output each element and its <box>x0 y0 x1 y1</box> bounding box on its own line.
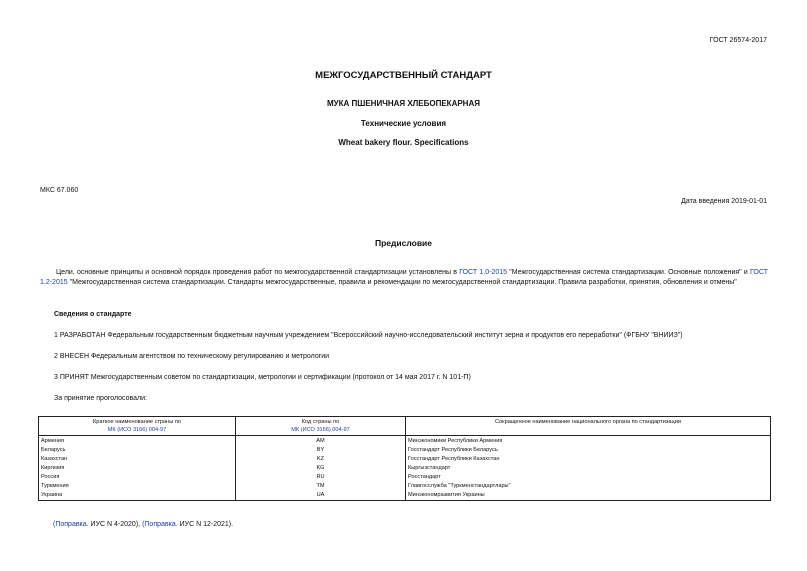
code-cell: UA <box>236 491 406 501</box>
intro-date: Дата введения 2019-01-01 <box>681 198 767 205</box>
country-cell: Россия <box>39 473 236 482</box>
code-cell: AM <box>236 436 406 447</box>
country-cell: Туркмения <box>39 482 236 491</box>
standard-name-en: Wheat bakery flour. Specifications <box>338 138 469 147</box>
body-cell: Минэкономики Республики Армения <box>406 436 771 447</box>
gost-1-2-link[interactable]: ГОСТ 1.2-2015 <box>40 269 768 286</box>
country-cell: Беларусь <box>39 446 236 455</box>
country-cell: Армения <box>39 436 236 447</box>
amendment-link-2021[interactable]: (Поправка. <box>142 521 178 528</box>
standard-subtitle-ru: Технические условия <box>360 119 447 128</box>
table-header-row <box>39 417 771 436</box>
intro-text-3: "Межгосударственная система стандартизации. Стандарты межгосударственные, правила и рекомендации по межгосударственной стандартизации. Правила разработки, принятия, обновления и отмены" <box>67 278 737 286</box>
amendment-link-2020[interactable]: (Поправка. <box>53 521 89 528</box>
amendments-line <box>53 521 233 528</box>
submitted-by-item: 2 ВНЕСЕН Федеральным агентством по техническому регулированию и метрологии <box>54 353 330 360</box>
mks-code: МКС 67.060 <box>40 187 79 194</box>
intro-text-2: "Межгосударственная система стандартизации. Основные положения" и <box>507 269 751 276</box>
body-cell: Кыргызстандарт <box>406 464 771 473</box>
country-cell: Украина <box>39 491 236 501</box>
code-cell: KZ <box>236 455 406 464</box>
table-row <box>39 455 771 464</box>
table-row <box>39 482 771 491</box>
document-number: ГОСТ 26574-2017 <box>709 37 767 44</box>
code-cell: TM <box>236 482 406 491</box>
amendment-text-2021: ИУС N 12-2021). <box>177 521 234 528</box>
body-cell: Минэкономразвития Украины <box>406 491 771 501</box>
voting-countries-table <box>38 416 771 501</box>
table-row <box>39 464 771 473</box>
column-header-country <box>39 417 236 436</box>
voted-for-label: За принятие проголосовали: <box>54 395 147 402</box>
intro-text-1: Цели, основные принципы и основной порядок проведения работ по межгосударственной стандартизации установлены в <box>56 269 460 276</box>
mk-iso-3166-link[interactable]: МК (ИСО 3166) 004-97 <box>291 427 350 433</box>
code-cell: RU <box>236 473 406 482</box>
amendment-text-2020: ИУС N 4-2020), <box>88 521 143 528</box>
body-cell: Госстандарт Республики Беларусь <box>406 446 771 455</box>
table-row <box>39 491 771 501</box>
table-row <box>39 473 771 482</box>
table-row <box>39 436 771 447</box>
body-cell: Главгосслужба "Туркменстандартлары" <box>406 482 771 491</box>
gost-1-0-link[interactable]: ГОСТ 1.0-2015 <box>459 269 508 276</box>
code-cell: KG <box>236 464 406 473</box>
body-cell: Росстандарт <box>406 473 771 482</box>
standard-info-heading: Сведения о стандарте <box>54 311 132 318</box>
column-header-code <box>236 417 406 436</box>
standard-name-ru: МУКА ПШЕНИЧНАЯ ХЛЕБОПЕКАРНАЯ <box>327 99 480 108</box>
code-cell: BY <box>236 446 406 455</box>
developed-by-item: 1 РАЗРАБОТАН Федеральным государственным бюджетным научным учреждением "Всероссийский научно-исследовательский институт зерна и продуктов его переработки" (ФГБНУ "ВНИИЗ") <box>54 332 683 339</box>
country-cell: Казахстан <box>39 455 236 464</box>
mk-iso-3166-link[interactable]: МК (ИСО 3166) 004-97 <box>107 427 167 433</box>
preface-intro-paragraph <box>40 268 768 287</box>
adopted-by-item: 3 ПРИНЯТ Межгосударственным советом по стандартизации, метрологии и сертификации (протокол от 14 мая 2017 г. N 101-П) <box>54 374 471 381</box>
body-cell: Госстандарт Республики Казахстан <box>406 455 771 464</box>
country-cell: Киргизия <box>39 464 236 473</box>
column-header-code-label: Код страны по <box>301 419 340 425</box>
table-row <box>39 446 771 455</box>
standard-type-title: МЕЖГОСУДАРСТВЕННЫЙ СТАНДАРТ <box>315 70 492 81</box>
column-header-body: Сокращенное наименование национального органа по стандартизации <box>406 417 771 436</box>
column-header-country-label: Краткое наименование страны по <box>93 419 181 425</box>
preface-heading: Предисловие <box>374 238 433 248</box>
